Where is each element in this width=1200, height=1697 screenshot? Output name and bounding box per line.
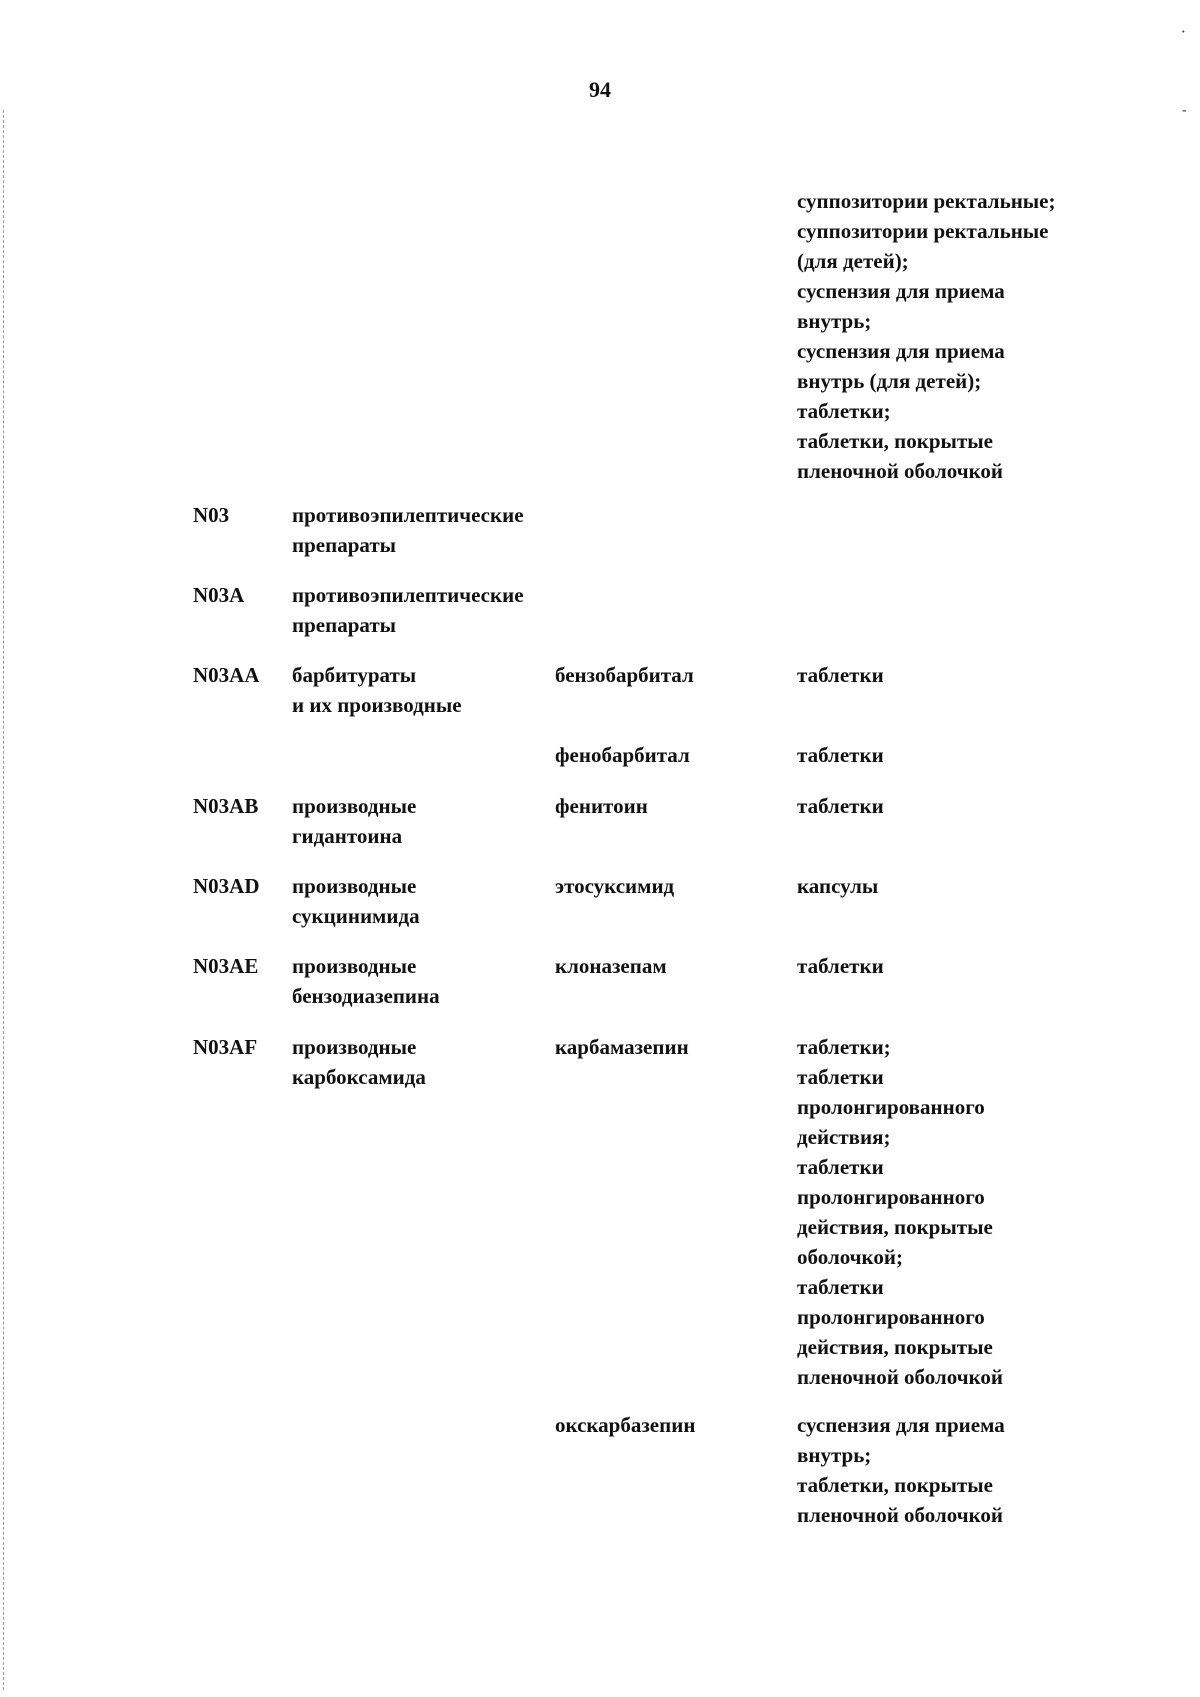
group-name: производные сукцинимида <box>292 874 420 928</box>
scan-mark: ˙ <box>1181 29 1186 44</box>
group-name: противоэпилептические препараты <box>292 583 524 637</box>
group-name: производные гидантоина <box>292 794 417 848</box>
scan-mark: - <box>1182 103 1187 118</box>
drug-name: бензобарбитал <box>555 663 694 687</box>
scan-edge-line <box>3 110 4 1690</box>
atc-code: N03AA <box>193 663 260 687</box>
atc-code: N03AE <box>193 954 259 978</box>
dosage-forms: таблетки <box>797 663 884 687</box>
dosage-forms: капсулы <box>797 874 879 898</box>
atc-code: N03 <box>193 503 230 527</box>
dosage-forms: таблетки <box>797 954 884 978</box>
drug-name: фенитоин <box>555 794 648 818</box>
drug-name: этосуксимид <box>555 874 675 898</box>
atc-code: N03AB <box>193 794 259 818</box>
dosage-forms: таблетки <box>797 794 884 818</box>
group-name: противоэпилептические препараты <box>292 503 524 557</box>
drug-name: клоназепам <box>555 954 667 978</box>
atc-code: N03A <box>193 583 245 607</box>
drug-name: карбамазепин <box>555 1035 689 1059</box>
page-number: 94 <box>589 77 611 102</box>
atc-code: N03AD <box>193 874 260 898</box>
dosage-forms: таблетки; таблетки пролонгированного действия; таблетки пролонгированного действия, покрытые оболочкой; таблетки пролонгированного действия, покрытые пленочной оболочкой <box>797 1035 1004 1389</box>
dosage-forms: суспензия для приема внутрь; таблетки, покрытые пленочной оболочкой <box>797 1413 1005 1527</box>
group-name: производные карбоксамида <box>292 1035 426 1089</box>
atc-code: N03AF <box>193 1035 258 1059</box>
group-name: барбитураты и их производные <box>292 663 462 717</box>
drug-name: фенобарбитал <box>555 743 690 767</box>
dosage-forms: таблетки <box>797 743 884 767</box>
group-name: производные бензодиазепина <box>292 954 440 1008</box>
drug-name: окскарбазепин <box>555 1413 696 1437</box>
continuation-forms: суппозитории ректальные; суппозитории ректальные (для детей); суспензия для приема внутрь; суспензия для приема внутрь (для детей); таблетки; таблетки, покрытые пленочной оболочкой <box>797 189 1056 483</box>
